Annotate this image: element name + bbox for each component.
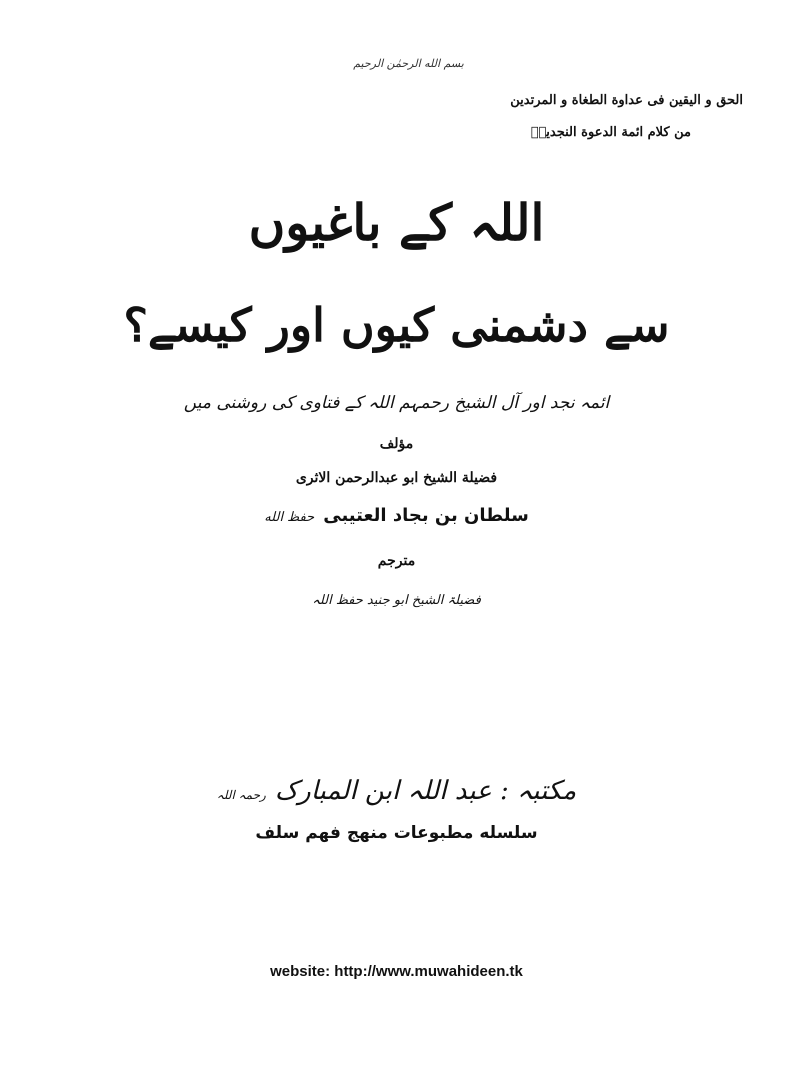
author-name: سلطان بن بجاد العتيبى xyxy=(323,505,529,526)
basmala: بسم الله الرحمٰن الرحيم xyxy=(353,57,464,70)
website-link[interactable]: website: http://www.muwahideen.tk xyxy=(270,963,523,980)
author-honorific: فضيلة الشيخ ابو عبدالرحمن الاثرى xyxy=(295,470,498,486)
author-suffix: حفظ الله xyxy=(264,510,315,525)
publisher-row xyxy=(0,776,793,806)
main-title-line-1: اللہ کے باغیوں xyxy=(248,193,545,252)
publication-series: سلسله مطبوعات منهج فهم سلف xyxy=(255,823,538,843)
publisher-name: مکتبہ : عبد اللہ ابن المبارک xyxy=(274,776,577,806)
author-name-row xyxy=(0,505,793,526)
arabic-book-title: الحق و اليقين فى عداوة الطغاة و المرتدين xyxy=(510,93,743,108)
translator-label: مترجم xyxy=(377,553,416,569)
author-label: مؤلف xyxy=(379,436,414,452)
main-title-line-2: سے دشمنی کیوں اور کیسے؟ xyxy=(123,298,670,352)
arabic-book-subtitle: من كلام ائمة الدعوة النجديةؒ xyxy=(530,125,691,140)
publisher-suffix: رحمہ اللہ xyxy=(216,788,266,802)
translator-name: فضیلۃ الشیخ ابو جنید حفظ اللہ xyxy=(312,593,481,608)
title-subline: ائمہ نجد اور آل الشیخ رحمہم اللہ کے فتاوی کی روشنی میں xyxy=(183,393,610,413)
